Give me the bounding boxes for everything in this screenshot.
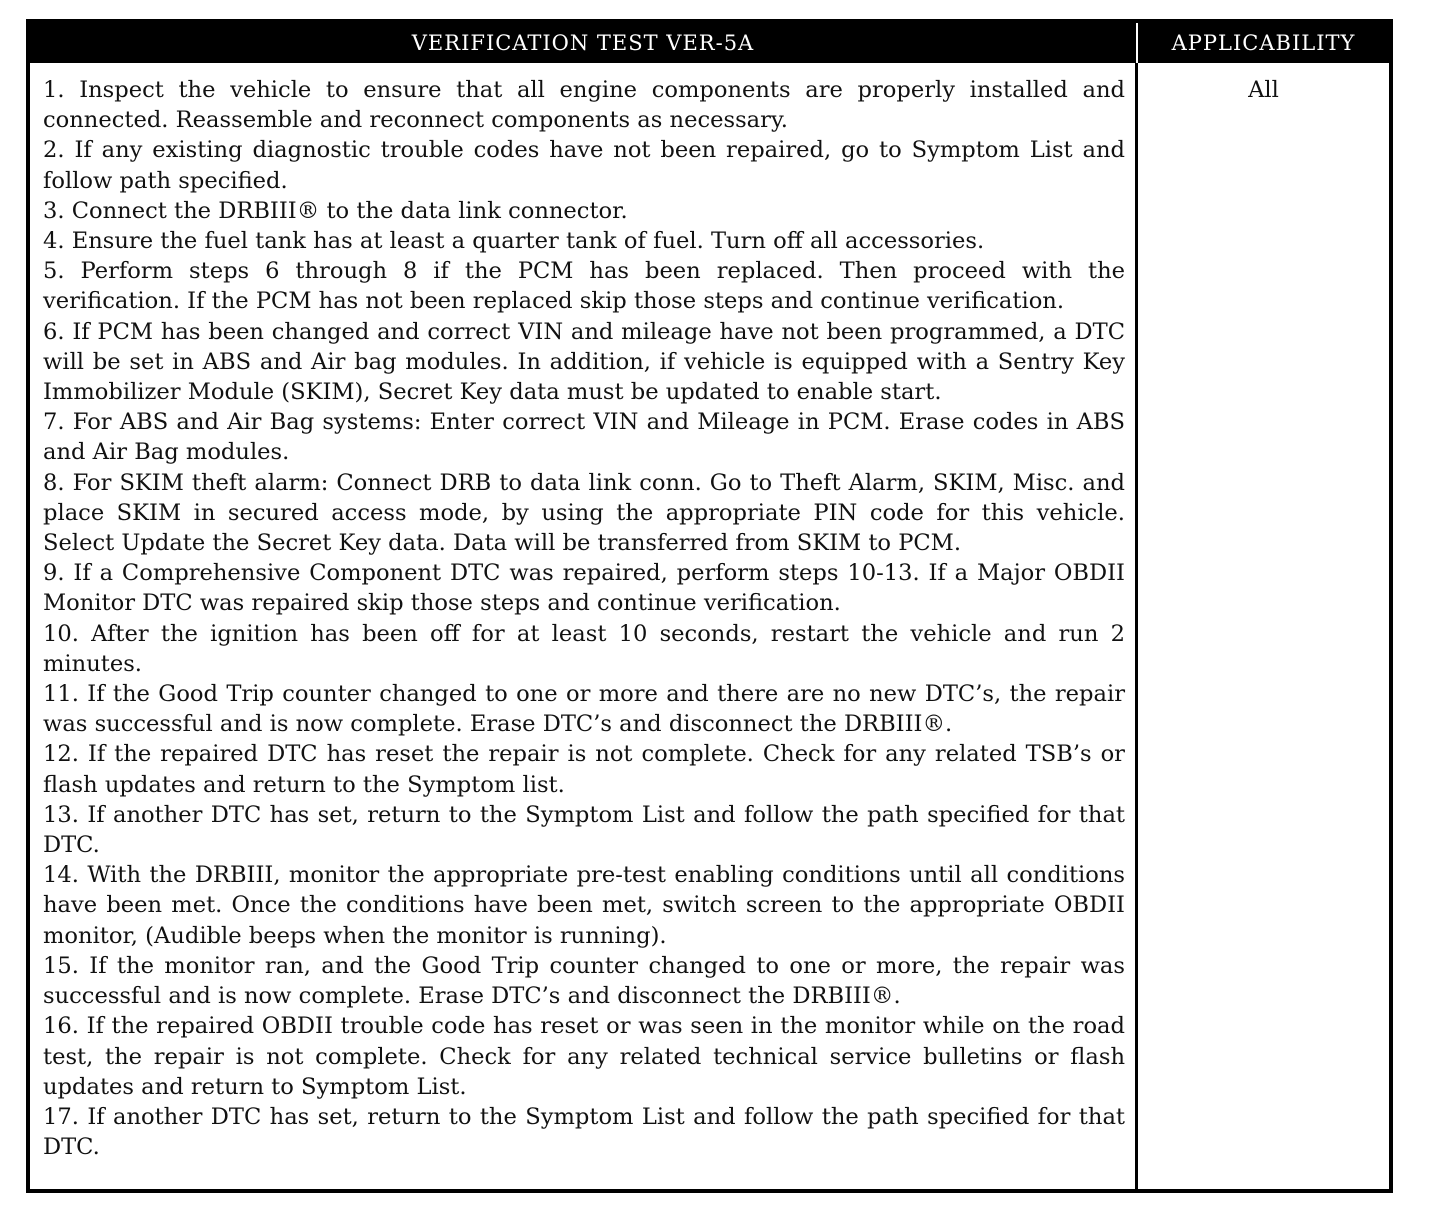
step-item: 3. Connect the DRBIII® to the data link connector.	[43, 197, 628, 224]
step-item: 15. If the monitor ran, and the Good Trip counter changed to one or more, the repair was successful and is now complete. Erase DTC’s and disconnect the DRBIII®.	[43, 952, 1125, 1010]
table-title: VERIFICATION TEST VER-5A	[30, 23, 1138, 63]
step-item: 5. Perform steps 6 through 8 if the PCM has been replaced. Then proceed with the verification. If the PCM has not been replaced skip those steps and continue verification.	[43, 258, 1125, 315]
step-item: 17. If another DTC has set, return to the Symptom List and follow the path specified for that DTC.	[43, 1103, 1125, 1161]
steps-list	[43, 75, 1125, 1162]
step-item: 4. Ensure the fuel tank has at least a quarter tank of fuel. Turn off all accessories.	[43, 228, 985, 255]
step-item: 1. Inspect the vehicle to ensure that all engine components are properly installed and connected. Reassemble and reconnect components as necessary.	[43, 77, 1125, 134]
step-item: 13. If another DTC has set, return to the Symptom List and follow the path specified for that DTC.	[43, 801, 1125, 859]
step-item: 14. With the DRBIII, monitor the appropriate pre-test enabling conditions until all conditions have been met. Once the conditions have been met, switch screen to the appropriate OBDII monitor, (Audible beeps when the monitor is running).	[43, 862, 1125, 949]
step-item: 16. If the repaired OBDII trouble code has reset or was seen in the monitor while on the road test, the repair is not complete. Check for any related technical service bulletins or flash updates and return to Symptom List.	[43, 1013, 1125, 1100]
step-item: 8. For SKIM theft alarm: Connect DRB to data link conn. Go to Theft Alarm, SKIM, Misc. and place SKIM in secured access mode, by using the appropriate PIN code for this vehicle. Select Update the Secret Key data. Data will be transferred from SKIM to PCM.	[43, 469, 1125, 557]
step-item: 7. For ABS and Air Bag systems: Enter correct VIN and Mileage in PCM. Erase codes in ABS and Air Bag modules.	[43, 409, 1125, 466]
step-item: 9. If a Comprehensive Component DTC was repaired, perform steps 10-13. If a Major OBDII Monitor DTC was repaired skip those steps and continue verification.	[43, 560, 1125, 617]
step-item: 12. If the repaired DTC has reset the repair is not complete. Check for any related TSB’s or flash updates and return to the Symptom list.	[43, 741, 1125, 798]
applicability-value: All	[1248, 77, 1279, 103]
applicability-header: APPLICABILITY	[1138, 23, 1389, 63]
step-item: 11. If the Good Trip counter changed to one or more and there are no new DTC’s, the repair was successful and is now complete. Erase DTC’s and disconnect the DRBIII®.	[43, 681, 1125, 738]
step-item: 2. If any existing diagnostic trouble codes have not been repaired, go to Symptom List and follow path specified.	[43, 137, 1125, 194]
step-item: 6. If PCM has been changed and correct VIN and mileage have not been programmed, a DTC will be set in ABS and Air bag modules. In addition, if vehicle is equipped with a Sentry Key Immobilizer Module (SKIM), Secret Key data must be updated to enable start.	[43, 318, 1125, 406]
steps-cell	[30, 63, 1138, 1189]
step-item: 10. After the ignition has been off for at least 10 seconds, restart the vehicle and run 2 minutes.	[43, 620, 1125, 677]
applicability-cell	[1138, 63, 1389, 1189]
verification-table	[26, 19, 1393, 1193]
